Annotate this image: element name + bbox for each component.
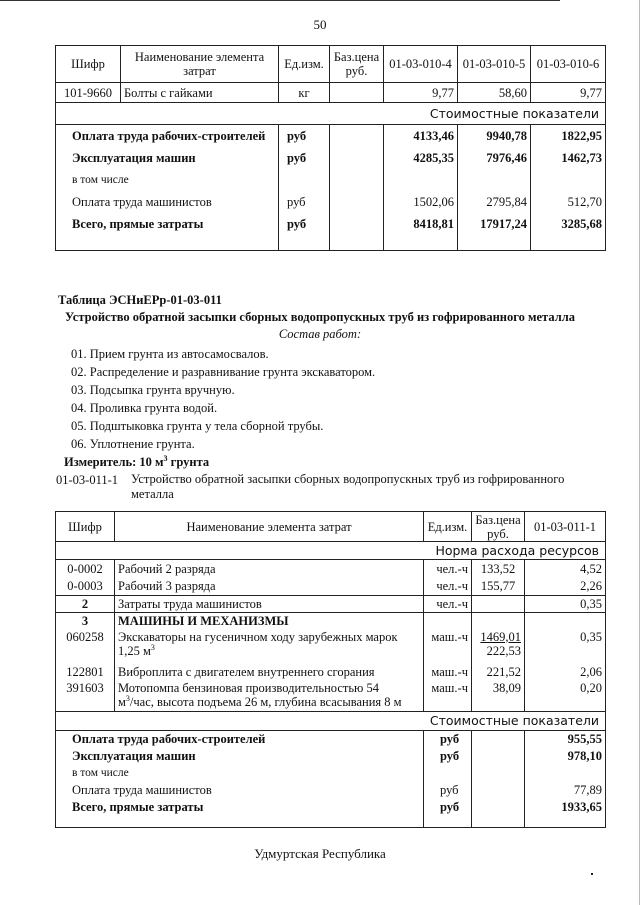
table-footer-row — [56, 235, 606, 251]
row-value: 0,20 — [525, 681, 606, 712]
table-row — [56, 125, 606, 147]
meter-label: Измеритель: 10 м — [64, 455, 164, 469]
row-base-price — [472, 596, 525, 613]
empty-cell — [56, 235, 279, 251]
norm-code: 01-03-011-1 — [56, 473, 119, 487]
cost-name: в том числе — [56, 765, 424, 782]
page-number: 50 — [313, 17, 327, 32]
row-base-price — [472, 630, 525, 663]
measurement-unit — [64, 454, 209, 471]
work-item: 02. Распределение и разравнивание грунта экскаватором. — [71, 365, 376, 379]
table-header-row — [56, 46, 606, 83]
row-value: 2,06 — [525, 663, 606, 681]
empty-cell — [531, 235, 606, 251]
resource-table-01-03-010 — [55, 45, 606, 251]
cost-unit: руб — [424, 731, 472, 748]
empty-cell — [384, 169, 458, 191]
header-base-price: Баз.цена руб. — [330, 46, 384, 83]
cost-name: в том числе — [56, 169, 279, 191]
cost-value-3: 1822,95 — [531, 125, 606, 147]
resource-table-01-03-011 — [55, 511, 606, 828]
work-item: 05. Подштыковка грунта у тела сборной трубы. — [71, 419, 324, 433]
empty-cell — [330, 191, 384, 213]
cost-name: Эксплуатация машин — [56, 147, 279, 169]
cost-value-3: 1462,73 — [531, 147, 606, 169]
row-name — [115, 630, 424, 663]
table-row — [56, 578, 606, 596]
empty-cell — [472, 765, 525, 782]
cost-unit: руб — [279, 213, 330, 235]
work-items-list — [71, 345, 375, 453]
cost-value-3: 512,70 — [531, 191, 606, 213]
header-col-010-5: 01-03-010-5 — [458, 46, 531, 83]
cost-name: Эксплуатация машин — [56, 748, 424, 765]
row-base-price: 221,52 — [472, 663, 525, 681]
table-row — [56, 83, 606, 103]
row-name: Рабочий 2 разряда — [115, 560, 424, 578]
empty-cell — [458, 169, 531, 191]
work-item: 01. Прием грунта из автосамосвалов. — [71, 347, 269, 361]
work-item: 03. Подсыпка грунта вручную. — [71, 383, 235, 397]
cost-value-2: 2795,84 — [458, 191, 531, 213]
empty-cell — [424, 613, 472, 630]
cost-value-1: 4285,35 — [384, 147, 458, 169]
empty-cell — [472, 816, 525, 828]
cost-value-1: 4133,46 — [384, 125, 458, 147]
row-base-price: 155,77 — [472, 578, 525, 596]
header-code: Шифр — [56, 46, 121, 83]
header-col-010-6: 01-03-010-6 — [531, 46, 606, 83]
row-code: 391603 — [56, 681, 115, 712]
cost-name: Всего, прямые затраты — [56, 799, 424, 816]
cost-value-1: 1502,06 — [384, 191, 458, 213]
cost-unit: руб — [279, 125, 330, 147]
empty-cell — [472, 731, 525, 748]
row-name-line2-pre: м — [118, 694, 126, 709]
cost-value-3: 3285,68 — [531, 213, 606, 235]
cost-unit: руб — [424, 748, 472, 765]
row-value: 0,35 — [525, 630, 606, 663]
table-code-heading: Таблица ЭСНиЕРр-01-03-011 — [58, 293, 222, 307]
empty-cell — [472, 782, 525, 799]
row-name: Затраты труда машинистов — [115, 596, 424, 613]
empty-cell — [531, 169, 606, 191]
empty-cell — [525, 613, 606, 630]
row-code: 3 — [56, 613, 115, 630]
empty-cell — [458, 235, 531, 251]
cost-unit: руб — [424, 799, 472, 816]
header-name: Наименование элемента затрат — [121, 46, 279, 83]
table-row — [56, 560, 606, 578]
empty-cell — [424, 816, 472, 828]
row-value-1: 9,77 — [384, 83, 458, 103]
cost-name: Всего, прямые затраты — [56, 213, 279, 235]
base-price-secondary: 222,53 — [486, 643, 521, 658]
table-row — [56, 765, 606, 782]
cost-section-label: Стоимостные показатели — [56, 103, 606, 125]
work-item: 04. Проливка грунта водой. — [71, 401, 218, 415]
table-row — [56, 681, 606, 712]
work-item: 06. Уплотнение грунта. — [71, 437, 195, 451]
table-row — [56, 147, 606, 169]
scan-speck — [591, 873, 593, 875]
work-composition-subtitle: Состав работ: — [278, 327, 362, 341]
empty-cell — [330, 169, 384, 191]
row-name-sup: 3 — [125, 693, 130, 703]
empty-cell — [330, 147, 384, 169]
row-name-line2 — [118, 695, 420, 709]
header-col-010-4: 01-03-010-4 — [384, 46, 458, 83]
table-row — [56, 596, 606, 613]
table-row — [56, 191, 606, 213]
empty-cell — [56, 816, 424, 828]
cost-name: Оплата труда рабочих-строителей — [56, 731, 424, 748]
cost-section-label: Стоимостные показатели — [56, 712, 606, 731]
cost-value: 978,10 — [525, 748, 606, 765]
row-unit: чел.-ч — [424, 596, 472, 613]
norm-description: Устройство обратной засыпки сборных водопропускных труб из гофрированного металла — [131, 472, 565, 501]
page-footer-region: Удмуртская Республика — [254, 846, 386, 861]
row-value: 4,52 — [525, 560, 606, 578]
row-unit: чел.-ч — [424, 560, 472, 578]
cost-name: Оплата труда машинистов — [56, 782, 424, 799]
row-unit: кг — [279, 83, 330, 103]
row-name-line1: Экскаваторы на гусеничном ходу зарубежных марок — [118, 629, 398, 644]
empty-cell — [525, 765, 606, 782]
cost-value: 955,55 — [525, 731, 606, 748]
header-base-price: Баз.цена руб. — [472, 512, 525, 542]
empty-cell — [525, 816, 606, 828]
cost-value-1: 8418,81 — [384, 213, 458, 235]
row-unit: маш.-ч — [424, 630, 472, 663]
table-row — [56, 630, 606, 663]
empty-cell — [330, 235, 384, 251]
scan-border-top — [0, 0, 560, 1]
row-base-price — [330, 83, 384, 103]
cost-value: 77,89 — [525, 782, 606, 799]
row-code: 060258 — [56, 630, 115, 663]
row-unit: маш.-ч — [424, 663, 472, 681]
table-row — [56, 169, 606, 191]
cost-value-2: 17917,24 — [458, 213, 531, 235]
row-value-3: 9,77 — [531, 83, 606, 103]
row-base-price: 133,52 — [472, 560, 525, 578]
empty-cell — [330, 125, 384, 147]
cost-value: 1933,65 — [525, 799, 606, 816]
row-name-line2 — [118, 644, 420, 658]
row-base-price: 38,09 — [472, 681, 525, 712]
cost-value-2: 9940,78 — [458, 125, 531, 147]
table-row — [56, 731, 606, 748]
row-value-2: 58,60 — [458, 83, 531, 103]
empty-cell — [279, 169, 330, 191]
row-name-line2-text: 1,25 м — [118, 643, 151, 658]
empty-cell — [424, 765, 472, 782]
row-name: Рабочий 3 разряда — [115, 578, 424, 596]
empty-cell — [472, 748, 525, 765]
empty-cell — [279, 235, 330, 251]
cost-name: Оплата труда машинистов — [56, 191, 279, 213]
cost-unit: руб — [279, 191, 330, 213]
empty-cell — [472, 799, 525, 816]
section-label-row — [56, 103, 606, 125]
header-name: Наименование элемента затрат — [115, 512, 424, 542]
machines-header-row — [56, 613, 606, 630]
row-code: 0-0002 — [56, 560, 115, 578]
table-footer-row — [56, 816, 606, 828]
meter-unit: грунта — [167, 455, 210, 469]
row-name: Болты с гайками — [121, 83, 279, 103]
row-name-sup: 3 — [150, 642, 155, 652]
header-code: Шифр — [56, 512, 115, 542]
row-code: 2 — [56, 596, 115, 613]
empty-cell — [330, 213, 384, 235]
base-price-main: 1469,01 — [480, 629, 521, 644]
table-row — [56, 799, 606, 816]
cost-value-2: 7976,46 — [458, 147, 531, 169]
section-title: Устройство обратной засыпки сборных водопропускных труб из гофрированного металла — [64, 310, 575, 324]
table-row — [56, 663, 606, 681]
table-row — [56, 782, 606, 799]
cost-unit: руб — [424, 782, 472, 799]
empty-cell — [472, 613, 525, 630]
empty-cell — [384, 235, 458, 251]
header-unit: Ед.изм. — [279, 46, 330, 83]
row-name — [115, 681, 424, 712]
row-name: Виброплита с двигателем внутреннего сгорания — [115, 663, 424, 681]
row-code: 122801 — [56, 663, 115, 681]
row-value: 2,26 — [525, 578, 606, 596]
section-label-row — [56, 542, 606, 560]
resource-section-label: Норма расхода ресурсов — [56, 542, 606, 560]
row-code: 101-9660 — [56, 83, 121, 103]
header-unit: Ед.изм. — [424, 512, 472, 542]
row-unit: чел.-ч — [424, 578, 472, 596]
row-name-line2-text: /час, высота подъема 26 м, глубина всасывания 8 м — [129, 694, 402, 709]
table-header-row — [56, 512, 606, 542]
table-row — [56, 748, 606, 765]
section-label-row — [56, 712, 606, 731]
row-unit: маш.-ч — [424, 681, 472, 712]
meter-sup: 3 — [163, 453, 168, 463]
row-code: 0-0003 — [56, 578, 115, 596]
table-row — [56, 213, 606, 235]
row-name-line1: Мотопомпа бензиновая производительностью 54 — [118, 680, 380, 695]
cost-unit: руб — [279, 147, 330, 169]
machines-heading: МАШИНЫ И МЕХАНИЗМЫ — [115, 613, 424, 630]
row-value: 0,35 — [525, 596, 606, 613]
header-col-011-1: 01-03-011-1 — [525, 512, 606, 542]
cost-name: Оплата труда рабочих-строителей — [56, 125, 279, 147]
